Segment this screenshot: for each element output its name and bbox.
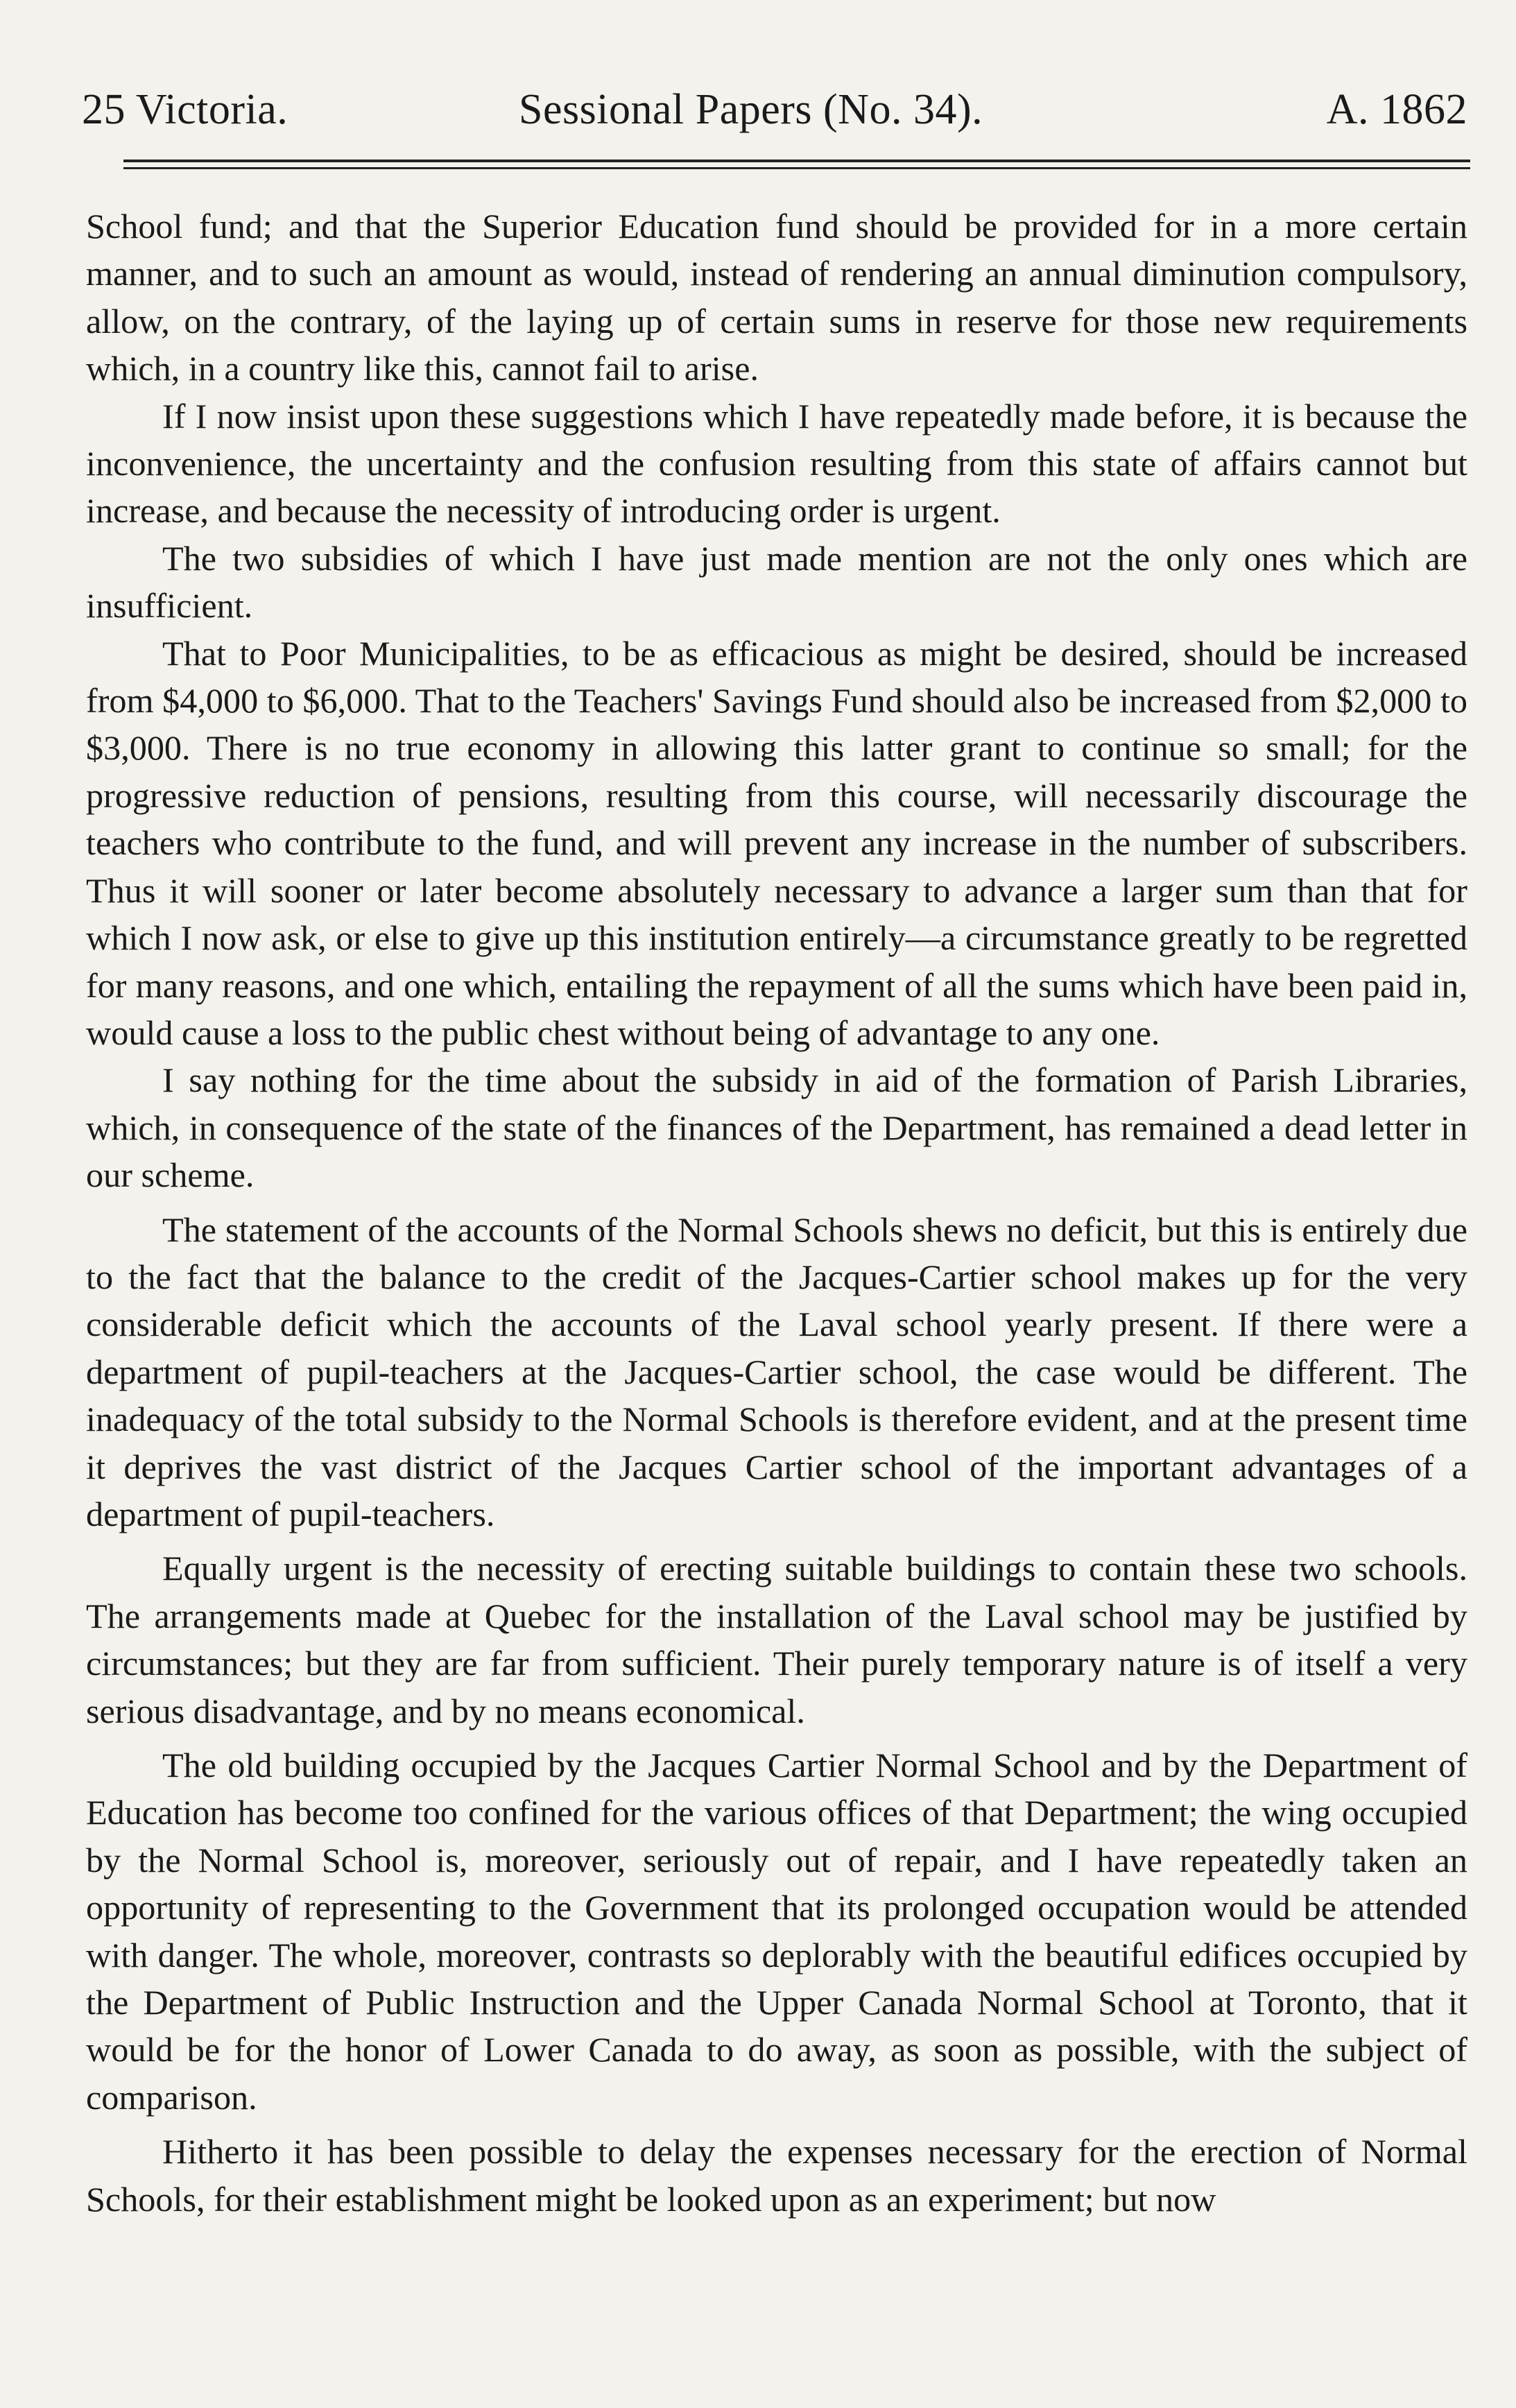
paragraph: The statement of the accounts of the Normal Schools shews no deficit, but this is entirely due to the fact that the balance to the credit of the Jacques-Cartier school makes up for the very considerable deficit which the accounts of the Laval school yearly present. If there were a department of pupil-teachers at the Jacques-Cartier school, the case would be different. The inadequacy of the total subsidy to the Normal Schools is therefore evident, and at the present time it deprives the vast district of the Jacques Cartier school of the important advantages of a department of pupil-teachers. [86,1210,1467,1533]
paragraph: Hitherto it has been possible to delay the expenses necessary for the erection of Normal Schools, for their establishment might be looked upon as an experiment; but now [86,2132,1467,2219]
paragraph: I say nothing for the time about the subsidy in aid of the formation of Parish Libraries, which, in consequence of the state of the finances of the Department, has remained a dead letter in our scheme. [86,1060,1467,1195]
header-regnal-year: 25 Victoria. [82,86,288,133]
header-double-rule [123,160,1470,169]
body-text [86,203,1467,2223]
header-title: Sessional Papers (No. 34). [519,86,983,133]
header-year: A. 1862 [1326,86,1467,133]
paragraph: The old building occupied by the Jacques Cartier Normal School and by the Department of Education has become too confined for the various offices of that Department; the wing occupied by the Normal School is, moreover, seriously out of repair, and I have repeatedly taken an opportunity of representing to the Government that its prolonged occupation would be attended with danger. The whole, moreover, contrasts so deplorably with the beautiful edifices occupied by the Department of Public Instruction and the Upper Canada Normal School at Toronto, that it would be for the honor of Lower Canada to do away, as soon as possible, with the subject of comparison. [86,1746,1467,2117]
paragraph: That to Poor Municipalities, to be as efficacious as might be desired, should be increased from $4,000 to $6,000. That to the Teachers' Savings Fund should also be increased from $2,000 to $3,000. There is no true economy in allowing this latter grant to continue so small; for the progressive reduction of pensions, resulting from this course, will necessarily discourage the teachers who contribute to the fund, and will prevent any increase in the number of subscribers. Thus it will sooner or later become absolutely necessary to advance a larger sum than that for which I now ask, or else to give up this institution entirely—a circumstance greatly to be regretted for many reasons, and one which, entailing the repayment of all the sums which have been paid in, would cause a loss to the public chest without being of advantage to any one. [86,633,1467,1052]
paragraph: Equally urgent is the necessity of erecting suitable buildings to contain these two schools. The arrangements made at Quebec for the installation of the Laval school may be justified by circumstances; but they are far from sufficient. Their purely temporary nature is of itself a very serious disadvantage, and by no means economical. [86,1549,1467,1730]
paragraph: If I now insist upon these suggestions which I have repeatedly made before, it is because the inconvenience, the uncertainty and the confusion resulting from this state of affairs cannot but increase, and because the necessity of introducing order is urgent. [86,396,1467,531]
paragraph: School fund; and that the Superior Education fund should be provided for in a more certain manner, and to such an amount as would, instead of rendering an annual diminution compulsory, allow, on the contrary, of the laying up of certain sums in reserve for those new requirements which, in a country like this, cannot fail to arise. [86,207,1467,388]
paragraph: The two subsidies of which I have just made mention are not the only ones which are insufficient. [86,538,1467,626]
running-header [82,82,1467,137]
